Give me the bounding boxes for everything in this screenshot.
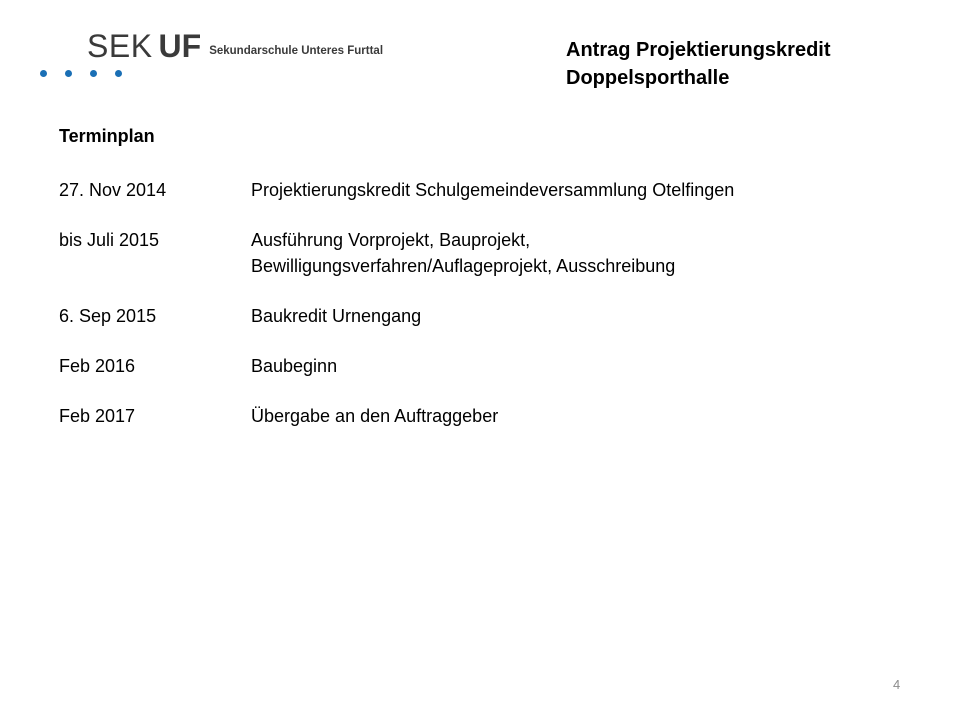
logo-dot	[40, 70, 47, 77]
schedule-row	[59, 227, 734, 279]
schedule-description	[251, 303, 421, 329]
schedule-row	[59, 177, 734, 203]
schedule-description	[251, 227, 675, 279]
logo-dots	[40, 70, 122, 77]
section-heading: Terminplan	[59, 126, 155, 146]
schedule-description	[251, 403, 498, 429]
logo-uf: UF	[158, 28, 202, 64]
slide-title-line2: Doppelsporthalle	[566, 67, 730, 89]
logo-sek: SEK	[87, 28, 153, 64]
schedule-row	[59, 353, 734, 379]
schedule-description-line: Übergabe an den Auftraggeber	[251, 406, 499, 426]
schedule-date: bis Juli 2015	[59, 230, 160, 250]
schedule-date: 6. Sep 2015	[59, 306, 157, 326]
schedule-date: Feb 2016	[59, 356, 136, 376]
schedule-description-line: Bewilligungsverfahren/Auflageprojekt, Ausschreibung	[251, 256, 676, 276]
logo-dot	[65, 70, 72, 77]
schedule-date: 27. Nov 2014	[59, 180, 167, 200]
page-number: 4	[893, 677, 901, 692]
schedule-row	[59, 303, 734, 329]
schedule-list	[59, 177, 734, 453]
schedule-description-line: Baukredit Urnengang	[251, 306, 422, 326]
school-logo	[40, 28, 400, 90]
schedule-description	[251, 353, 337, 379]
logo-dot	[90, 70, 97, 77]
slide-title-line1: Antrag Projektierungskredit	[566, 39, 831, 61]
schedule-description-line: Baubeginn	[251, 356, 338, 376]
logo-subtitle: Sekundarschule Unteres Furttal	[209, 45, 384, 57]
schedule-description-line: Projektierungskredit Schulgemeindeversammlung Otelfingen	[251, 180, 735, 200]
schedule-date: Feb 2017	[59, 406, 136, 426]
logo-text	[87, 28, 383, 65]
schedule-row	[59, 403, 734, 429]
schedule-description	[251, 177, 734, 203]
slide-title	[566, 36, 831, 92]
schedule-description-line: Ausführung Vorprojekt, Bauprojekt,	[251, 230, 531, 250]
logo-dot	[115, 70, 122, 77]
